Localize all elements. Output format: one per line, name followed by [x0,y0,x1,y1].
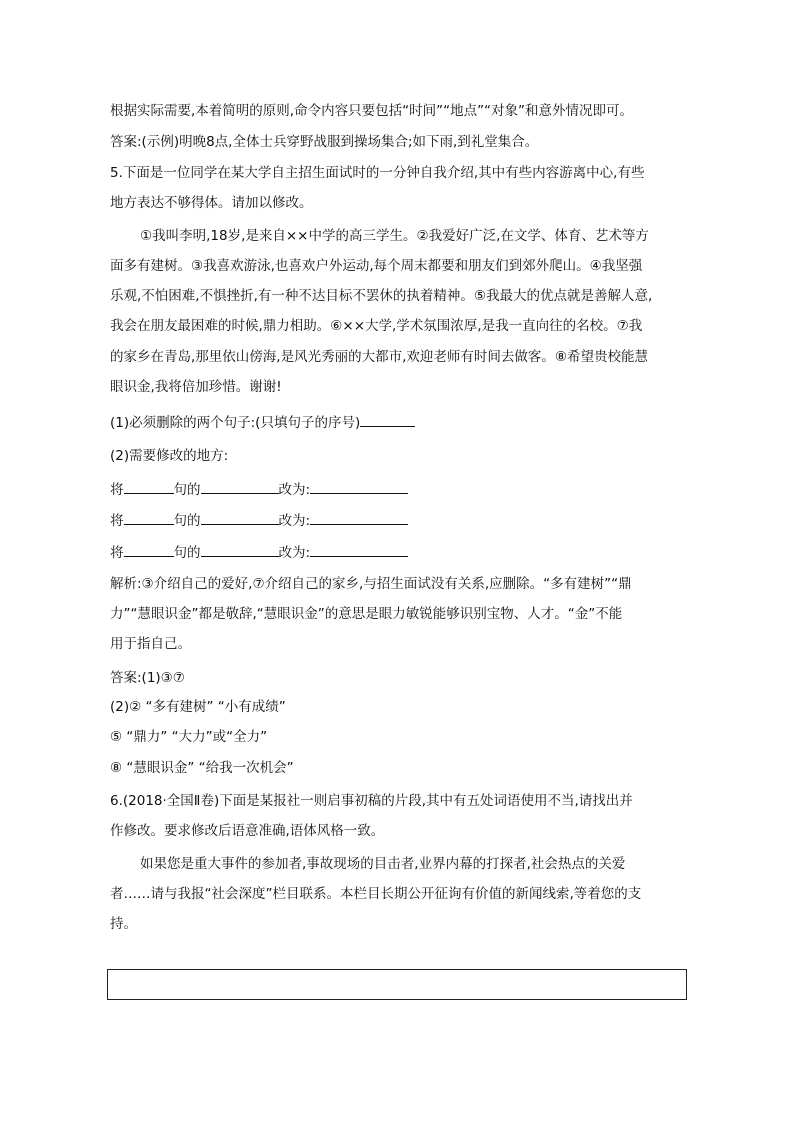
passage-line: 的家乡在青岛,那里依山傍海,是风光秀丽的大都市,欢迎老师有时间去做客。⑧希望贵校能慧 [110,349,648,365]
answer-box[interactable] [107,969,687,1000]
fill-blank[interactable] [310,510,408,525]
passage-line: ①我叫李明,18岁,是来自××中学的高三学生。②我爱好广泛,在文学、体育、艺术等方 [140,228,649,244]
fill-row [110,542,695,563]
sub-question-1 [110,412,695,433]
answer-line: 答案:(1)③⑦ [110,670,185,686]
fill-blank[interactable] [310,542,408,557]
notice-line: 者……请与我报“社会深度”栏目联系。本栏目长期公开征询有价值的新闻线索,等着您的支 [110,886,642,902]
fill-blank[interactable] [124,510,174,525]
sub-question-2: (2)需要修改的地方: [110,448,229,464]
fill-blank[interactable] [201,510,279,525]
fill-row [110,510,695,531]
question-6-line: 作修改。要求修改后语意准确,语体风格一致。 [110,823,385,839]
passage-line: 面多有建树。③我喜欢游泳,也喜欢户外运动,每个周末都要和朋友们到郊外爬山。④我坚强 [110,258,643,274]
answer-line: 答案:(示例)明晚8点,全体士兵穿野战服到操场集合;如下雨,到礼堂集合。 [110,134,539,150]
fill-label: 改为: [278,482,311,498]
fill-label: 改为: [278,513,311,529]
fill-label: 将 [110,482,124,498]
sub-question-1-text: (1)必须删除的两个句子:(只填句子的序号) [110,415,361,431]
fill-label: 将 [110,545,124,561]
answer-line: ⑤ “鼎力” “大力”或“全力” [110,729,268,745]
fill-label: 句的 [173,482,201,498]
passage-line: 眼识金,我将倍加珍惜。谢谢! [110,379,282,395]
analysis-line: 解析:③介绍自己的爱好,⑦介绍自己的家乡,与招生面试没有关系,应删除。“多有建树”“鼎 [110,576,632,592]
fill-blank[interactable] [360,412,415,427]
question-6-line: 6.(2018·全国Ⅱ卷)下面是某报社一则启事初稿的片段,其中有五处词语使用不当,请找出并 [110,793,633,809]
fill-row [110,479,695,500]
fill-blank[interactable] [201,479,279,494]
question-5-line: 地方表达不够得体。请加以修改。 [110,195,313,211]
passage-line: 我会在朋友最困难的时候,鼎力相助。⑥××大学,学术氛围浓厚,是我一直向往的名校。⑦我 [110,318,643,334]
text-line: 根据实际需要,本着简明的原则,命令内容只要包括“时间”“地点”“对象”和意外情况即可。 [110,103,634,119]
analysis-line: 力”“慧眼识金”都是敬辞,“慧眼识金”的意思是眼力敏锐能够识别宝物、人才。“金”不能 [110,606,623,622]
question-5-line: 5.下面是一位同学在某大学自主招生面试时的一分钟自我介绍,其中有些内容游离中心,有些 [110,165,645,181]
fill-label: 改为: [278,545,311,561]
fill-label: 将 [110,513,124,529]
notice-line: 持。 [110,916,137,932]
fill-blank[interactable] [201,542,279,557]
fill-label: 句的 [173,513,201,529]
fill-blank[interactable] [124,542,174,557]
fill-blank[interactable] [124,479,174,494]
answer-line: (2)② “多有建树” “小有成绩” [110,699,286,715]
passage-line: 乐观,不怕困难,不惧挫折,有一种不达目标不罢休的执着精神。⑤我最大的优点就是善解人意, [110,288,653,304]
fill-blank[interactable] [310,479,408,494]
notice-line: 如果您是重大事件的参加者,事故现场的目击者,业界内幕的打探者,社会热点的关爱 [140,856,626,872]
analysis-line: 用于指自己。 [110,636,191,652]
answer-line: ⑧ “慧眼识金” “给我一次机会” [110,760,294,776]
fill-label: 句的 [173,545,201,561]
